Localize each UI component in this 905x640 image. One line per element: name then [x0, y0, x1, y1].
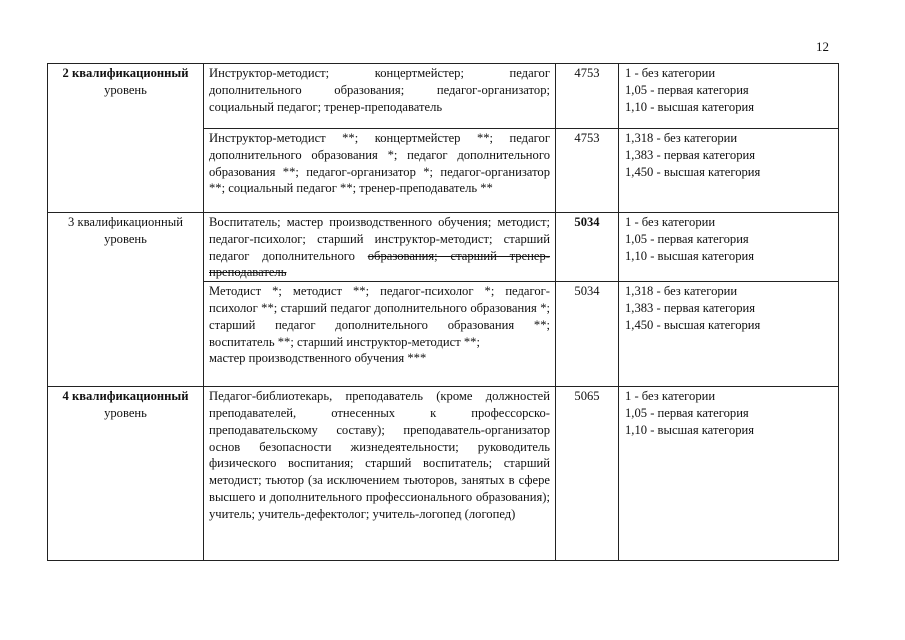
coefficient-line: 1,383 - первая категория — [625, 147, 756, 162]
salary-cell: 5034 — [556, 213, 619, 282]
coefficients-cell — [619, 282, 839, 387]
coefficient-line: 1,05 - первая категория — [625, 405, 749, 420]
table-row — [48, 64, 839, 129]
qualification-level-label: 4 квалификационный — [62, 389, 189, 404]
coefficients-cell — [619, 64, 839, 129]
coefficients-cell — [619, 387, 839, 561]
coefficients-cell — [619, 213, 839, 282]
positions-cell — [204, 282, 556, 387]
coefficient-line: 1,05 - первая категория — [625, 231, 749, 246]
coefficient-line: 1,383 - первая категория — [625, 300, 756, 315]
positions-cell: Педагог-библиотекарь, преподаватель (кроме должностей преподавателей, отнесенных к профессорско-преподавательскому составу); преподаватель-организатор основ безопасности жизнедеятельности; руководитель физического воспитания; старший воспитатель; старший методист; тьютор (за исключением тьюторов, занятых в сфере высшего и дополнительного профессионального образования); учитель; учитель-дефектолог; учитель-логопед (логопед) — [204, 387, 556, 561]
coefficient-line: 1 - без категории — [625, 215, 716, 229]
coefficient-line: 1,450 - высшая категория — [625, 164, 761, 179]
qualification-level-suffix: уровень — [104, 405, 147, 420]
qualification-level-suffix: уровень — [104, 82, 147, 97]
qualification-level-label: 3 квалификационный — [68, 215, 183, 229]
coefficient-line: 1,318 - без категории — [625, 284, 738, 299]
coefficient-line: 1,10 - высшая категория — [625, 248, 755, 263]
coefficient-line: 1,450 - высшая категория — [625, 317, 761, 332]
coefficient-line: 1,318 - без категории — [625, 131, 738, 145]
struck-positions-text: образования; старший тренер-преподаватель — [209, 248, 550, 280]
qualification-level-cell — [48, 387, 204, 561]
positions-text: Методист *; методист **; педагог-психолог *; педагог-психолог **; старший педагог дополнительного образования *; старший педагог дополнительного образования **; воспитатель **; старший инструктор-методист **; — [209, 284, 550, 349]
coefficient-line: 1 - без категории — [625, 66, 716, 80]
coefficient-line: 1,10 - высшая категория — [625, 422, 755, 437]
qualification-level-cell — [48, 64, 204, 213]
coefficients-cell — [619, 129, 839, 213]
positions-cell: Инструктор-методист; концертмейстер; педагог дополнительного образования; педагог-организатор; социальный педагог; тренер-преподаватель — [204, 64, 556, 129]
coefficient-line: 1 - без категории — [625, 389, 716, 404]
positions-cell — [204, 213, 556, 282]
page-number: 12 — [816, 39, 829, 54]
salary-cell: 5065 — [556, 387, 619, 561]
salary-table — [47, 63, 839, 561]
positions-text: Воспитатель; мастер производственного обучения; методист; педагог-психолог; старший инструктор-методист; старший педагог дополнительного — [209, 215, 550, 263]
table-row — [48, 213, 839, 282]
salary-cell: 4753 — [556, 129, 619, 213]
positions-cell: Инструктор-методист **; концертмейстер **; педагог дополнительного образования *; педагог дополнительного образования **; педагог-организатор *; педагог-организатор **; социальный педагог **; тренер-преподаватель ** — [204, 129, 556, 213]
coefficient-line: 1,05 - первая категория — [625, 82, 749, 97]
salary-cell: 4753 — [556, 64, 619, 129]
qualification-level-suffix: уровень — [104, 231, 147, 246]
table-row — [48, 387, 839, 561]
coefficient-line: 1,10 - высшая категория — [625, 99, 755, 114]
salary-cell: 5034 — [556, 282, 619, 387]
positions-text-last: мастер производственного обучения *** — [209, 351, 427, 366]
qualification-level-label: 2 квалификационный — [62, 66, 189, 80]
qualification-level-cell — [48, 213, 204, 387]
